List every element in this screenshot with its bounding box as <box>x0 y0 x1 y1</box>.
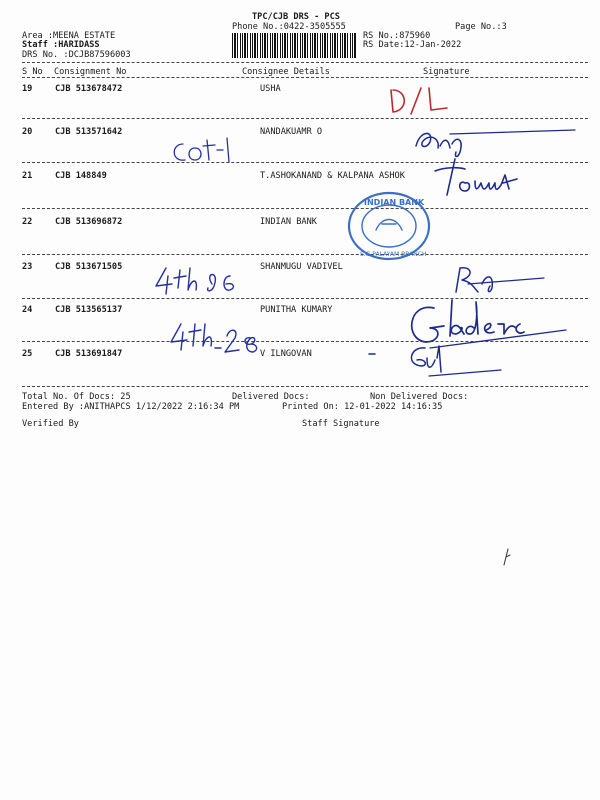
signature-row21 <box>425 155 525 203</box>
svg-text:S.G.PALAYAM BRANCH: S.G.PALAYAM BRANCH <box>360 251 427 258</box>
row-consignment: CJB 513691847 <box>55 349 123 359</box>
row-consignee: PUNITHA KUMARY <box>260 305 333 315</box>
row-sno: 19 <box>22 84 33 94</box>
staff-signature-label: Staff Signature <box>302 419 380 429</box>
row-divider <box>22 254 588 255</box>
row-consignee: T.ASHOKANAND & KALPANA ASHOK <box>260 171 405 181</box>
column-header-signature: Signature <box>423 67 470 77</box>
row-divider <box>22 118 588 119</box>
row-consignee: USHA <box>260 84 281 94</box>
row-sno: 21 <box>22 171 33 181</box>
svg-text:INDIAN BANK: INDIAN BANK <box>364 198 425 207</box>
entered-by: Entered By :ANITHAPCS 1/12/2022 2:16:34 PM <box>22 402 240 412</box>
row-divider <box>22 386 588 387</box>
divider <box>22 62 588 63</box>
barcode <box>232 33 357 58</box>
page-number: Page No.:3 <box>455 22 507 32</box>
row-consignment: CJB 513671505 <box>55 262 123 272</box>
divider <box>22 77 588 78</box>
handwritten-note-row24 <box>165 318 265 358</box>
row-divider <box>22 208 588 209</box>
rs-number: RS No.:875960 <box>363 31 431 41</box>
staff-label: Staff :HARIDASS <box>22 40 100 50</box>
row-consignment: CJB 513696872 <box>55 217 123 227</box>
row-consignment: CJB 148849 <box>55 171 107 181</box>
row-consignee: NANDAKUAMR O <box>260 127 323 137</box>
rs-date: RS Date:12-Jan-2022 <box>363 40 462 50</box>
handwritten-note-cot <box>165 132 235 166</box>
sheet-title: TPC/CJB DRS - PCS <box>252 12 340 22</box>
row-consignment: CJB 513565137 <box>55 305 123 315</box>
row-consignment: CJB 513571642 <box>55 127 123 137</box>
column-header-consignment: Consignment No <box>54 67 127 77</box>
indian-bank-stamp <box>346 190 432 262</box>
drs-number: DRS No. :DCJB87596003 <box>22 50 131 60</box>
row-sno: 24 <box>22 305 33 315</box>
signature-row25 <box>365 340 505 386</box>
column-header-sno: S No <box>22 67 43 77</box>
row-sno: 23 <box>22 262 33 272</box>
total-docs: Total No. Of Docs: 25 <box>22 392 131 402</box>
stray-pen-mark <box>500 545 516 569</box>
phone-number: Phone No.:0422-3505555 <box>232 22 346 32</box>
row-sno: 25 <box>22 349 33 359</box>
printed-on: Printed On: 12-01-2022 14:16:35 <box>282 402 443 412</box>
verified-by: Verified By <box>22 419 79 429</box>
column-header-consignee: Consignee Details <box>242 67 330 77</box>
row-sno: 20 <box>22 127 33 137</box>
non-delivered-docs: Non Delivered Docs: <box>370 392 469 402</box>
delivered-mark-annotation <box>385 84 455 116</box>
area-label: Area :MEENA ESTATE <box>22 31 116 41</box>
row-consignee: INDIAN BANK <box>260 217 317 227</box>
row-consignee: V ILNGOVAN <box>260 349 312 359</box>
handwritten-note-row23 <box>150 262 240 298</box>
row-consignment: CJB 513678472 <box>55 84 123 94</box>
signature-row23 <box>448 262 548 296</box>
delivered-docs: Delivered Docs: <box>232 392 310 402</box>
row-consignee: SHANMUGU VADIVEL <box>260 262 343 272</box>
row-sno: 22 <box>22 217 33 227</box>
